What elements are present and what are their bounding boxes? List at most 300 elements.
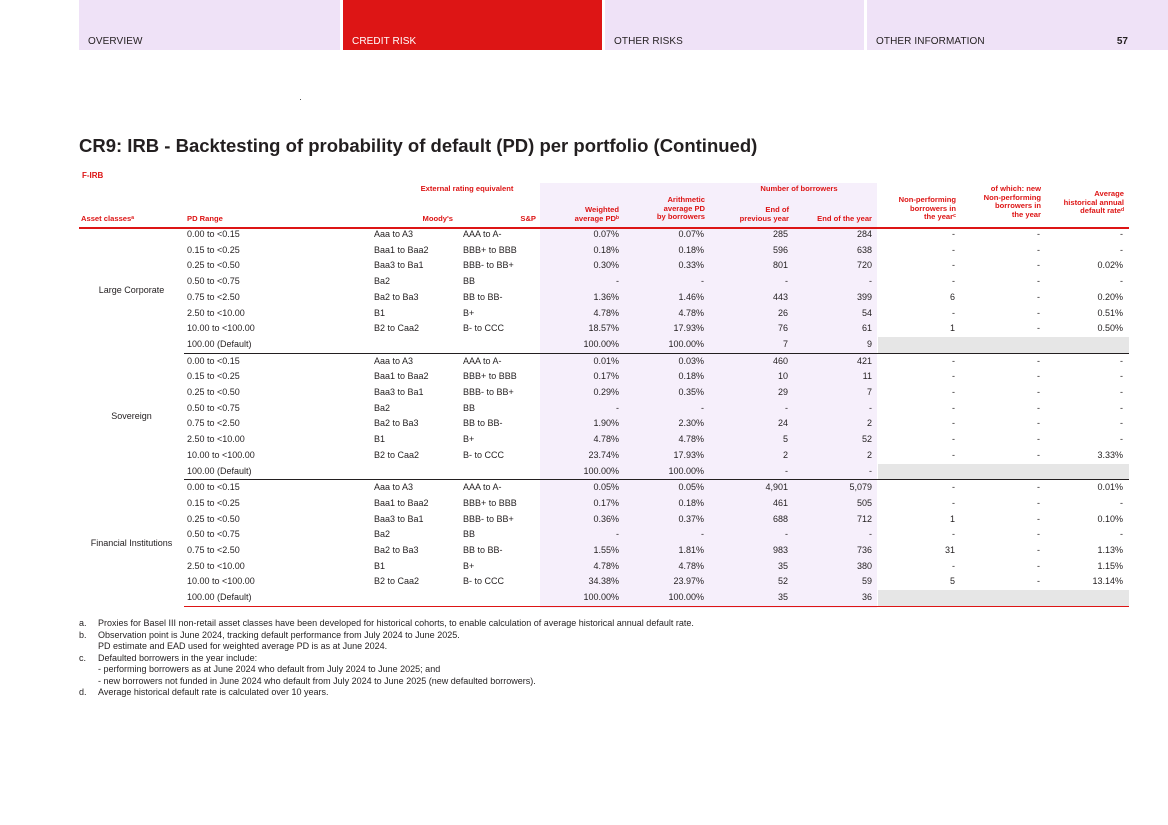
tab-credit-risk-label: CREDIT RISK: [352, 36, 417, 47]
header-new-l4: the year: [1011, 209, 1041, 219]
avg-cell: -: [1120, 387, 1123, 398]
footnote-label: c.: [79, 652, 87, 663]
prev-cell: 285: [772, 229, 788, 239]
pd-range-cell: 0.00 to <0.15: [187, 229, 240, 239]
apd-cell: 17.93%: [673, 449, 704, 460]
avg-cell: -: [1120, 497, 1123, 508]
end-cell: 7: [866, 387, 872, 398]
prev-cell: 35: [777, 560, 788, 571]
wapd-cell: 0.36%: [593, 513, 619, 524]
new-cell: -: [1037, 418, 1040, 429]
wapd-cell: 0.29%: [593, 387, 619, 398]
apd-cell: -: [701, 276, 704, 287]
sp-cell: BB: [463, 529, 476, 540]
header-rule: [79, 227, 1129, 229]
end-cell: 61: [861, 323, 872, 334]
end-cell: 52: [861, 434, 872, 445]
avg-cell: 0.50%: [1097, 323, 1123, 334]
header-npb-l1: Non-performing: [898, 195, 956, 204]
apd-cell: 2.30%: [678, 418, 704, 429]
pd-range-cell: 0.25 to <0.50: [187, 513, 240, 524]
footnote-line: Proxies for Basel III non-retail asset classes have been developed for historical cohorts, to enable calculation of average historical annual default rate.: [98, 618, 694, 628]
page-title: CR9: IRB - Backtesting of probability of default (PD) per portfolio (Continued): [79, 135, 758, 156]
moodys-cell: Ba2 to Ba3: [374, 291, 419, 302]
sp-cell: [460, 590, 540, 606]
apd-cell: 100.00%: [625, 590, 710, 606]
prev-cell: 688: [772, 513, 788, 524]
npb-cell: -: [952, 434, 955, 445]
wapd-cell: 0.17%: [593, 371, 619, 382]
prev-cell: 596: [772, 244, 788, 255]
sp-cell: B- to CCC: [463, 576, 505, 587]
end-cell: -: [869, 529, 872, 540]
new-cell: -: [1037, 276, 1040, 287]
table-subtitle: F-IRB: [82, 171, 104, 180]
apd-cell: 1.46%: [678, 291, 704, 302]
apd-cell: 4.78%: [678, 434, 704, 445]
sp-cell: [460, 464, 540, 480]
wapd-cell: 0.07%: [593, 229, 619, 239]
moodys-cell: Aaa to A3: [374, 355, 414, 366]
moodys-cell: Baa1 to Baa2: [374, 371, 429, 382]
footnote: [79, 618, 694, 630]
avg-cell: 0.02%: [1097, 260, 1123, 271]
table-row: [79, 337, 1129, 353]
footnotes: [79, 618, 694, 699]
prev-cell: 24: [777, 418, 788, 429]
moodys-cell: Ba2 to Ba3: [374, 418, 419, 429]
avg-cell: -: [1120, 355, 1123, 366]
moodys-cell: B1: [374, 560, 386, 571]
wapd-cell: 0.30%: [593, 260, 619, 271]
wapd-cell: 0.05%: [593, 482, 619, 493]
moodys-cell: Baa1 to Baa2: [374, 497, 429, 508]
apd-cell: 0.35%: [678, 387, 704, 398]
avg-cell: [1046, 590, 1129, 606]
header-arith-pd: [624, 196, 705, 222]
prev-cell: -: [785, 402, 788, 413]
pd-range-cell: 2.50 to <10.00: [187, 307, 245, 318]
footnote-text: [98, 653, 536, 688]
footnote-line: - performing borrowers as at June 2024 who default from July 2024 to June 2025; and: [98, 664, 441, 674]
pd-range-cell: 0.75 to <2.50: [187, 418, 240, 429]
npb-cell: -: [952, 371, 955, 382]
pd-range-cell: 0.25 to <0.50: [187, 387, 240, 398]
avg-cell: 1.13%: [1097, 545, 1123, 556]
moodys-cell: Baa3 to Ba1: [374, 387, 424, 398]
header-end-prev-l2: previous year: [739, 213, 789, 223]
new-cell: [961, 337, 1046, 353]
apd-cell: 1.81%: [678, 545, 704, 556]
npb-cell: 6: [949, 291, 955, 302]
moodys-cell: B2 to Caa2: [374, 576, 420, 587]
table-row: [79, 512, 1129, 528]
footnote: [79, 630, 694, 653]
avg-cell: -: [1120, 276, 1123, 287]
pd-range-cell: 10.00 to <100.00: [187, 449, 255, 460]
new-cell: -: [1037, 402, 1040, 413]
end-cell: 9: [794, 337, 878, 353]
avg-cell: 0.01%: [1097, 482, 1123, 493]
header-asset-classes: Asset classesᵃ: [81, 214, 135, 223]
footnote-text: [98, 618, 694, 630]
sp-cell: B+: [463, 434, 475, 445]
npb-cell: -: [952, 449, 955, 460]
new-cell: -: [1037, 545, 1040, 556]
end-cell: 720: [856, 260, 872, 271]
wapd-cell: 34.38%: [588, 576, 619, 587]
prev-cell: 10: [777, 371, 788, 382]
header-pd-range: PD Range: [187, 214, 223, 223]
wapd-cell: -: [616, 402, 619, 413]
tab-other-risks[interactable]: [605, 0, 864, 50]
table-row: [79, 590, 1129, 606]
sp-cell: B+: [463, 560, 475, 571]
end-cell: 54: [861, 307, 872, 318]
sp-cell: B- to CCC: [463, 323, 505, 334]
new-cell: -: [1037, 244, 1040, 255]
moodys-cell: Baa3 to Ba1: [374, 513, 424, 524]
pd-range-cell: 2.50 to <10.00: [187, 560, 245, 571]
wapd-cell: 0.18%: [593, 244, 619, 255]
prev-cell: 801: [772, 260, 788, 271]
header-weighted-l1: Weighted: [584, 205, 619, 214]
pd-range-cell: 0.00 to <0.15: [187, 482, 240, 493]
apd-cell: 23.97%: [673, 576, 704, 587]
avg-cell: 0.10%: [1097, 513, 1123, 524]
moodys-cell: B2 to Caa2: [374, 449, 420, 460]
table-row: [79, 385, 1129, 401]
avg-cell: [1046, 464, 1129, 480]
new-cell: -: [1037, 497, 1040, 508]
pd-range-cell: 0.00 to <0.15: [187, 355, 240, 366]
apd-cell: 17.93%: [673, 323, 704, 334]
pd-range-cell: 100.00 (Default): [184, 590, 374, 606]
avg-cell: -: [1120, 229, 1123, 239]
npb-cell: -: [952, 244, 955, 255]
apd-cell: 0.05%: [678, 482, 704, 493]
moodys-cell: Baa3 to Ba1: [374, 260, 424, 271]
table-row: [79, 527, 1129, 543]
sp-cell: BBB- to BB+: [463, 513, 514, 524]
wapd-cell: -: [616, 529, 619, 540]
moodys-cell: B1: [374, 434, 386, 445]
pd-range-cell: 0.15 to <0.25: [187, 244, 240, 255]
new-cell: -: [1037, 513, 1040, 524]
avg-cell: -: [1120, 402, 1123, 413]
new-cell: -: [1037, 387, 1040, 398]
wapd-cell: 23.74%: [588, 449, 619, 460]
end-cell: 505: [856, 497, 872, 508]
tab-other-information[interactable]: [867, 0, 1168, 50]
avg-cell: -: [1120, 371, 1123, 382]
sp-cell: BBB- to BB+: [463, 387, 514, 398]
avg-cell: 3.33%: [1097, 449, 1123, 460]
table-row: [79, 369, 1129, 385]
end-cell: 399: [856, 291, 872, 302]
end-cell: 2: [866, 418, 872, 429]
wapd-cell: 1.55%: [593, 545, 619, 556]
prev-cell: 26: [777, 307, 788, 318]
npb-cell: -: [952, 529, 955, 540]
table-row: [79, 401, 1129, 417]
sp-cell: BB to BB-: [463, 291, 503, 302]
end-cell: 284: [856, 229, 872, 239]
new-cell: -: [1037, 449, 1040, 460]
table-row: [79, 448, 1129, 464]
moodys-cell: Baa1 to Baa2: [374, 244, 429, 255]
avg-cell: -: [1120, 244, 1123, 255]
header-new-l3: borrowers in: [995, 201, 1041, 210]
apd-cell: 4.78%: [678, 560, 704, 571]
footnote-line: Average historical default rate is calculated over 10 years.: [98, 687, 329, 697]
apd-cell: 0.03%: [678, 355, 704, 366]
avg-cell: 13.14%: [1092, 576, 1123, 587]
wapd-cell: 1.90%: [593, 418, 619, 429]
table-row: [79, 574, 1129, 590]
table-row: [79, 290, 1129, 306]
sp-cell: BB to BB-: [463, 545, 503, 556]
moodys-cell: Aaa to A3: [374, 229, 414, 239]
header-arith-l2: average PD: [663, 203, 705, 213]
wapd-cell: 4.78%: [593, 307, 619, 318]
prev-cell: -: [785, 276, 788, 287]
pd-range-cell: 0.50 to <0.75: [187, 402, 240, 413]
header-new-npb: [959, 185, 1041, 219]
backtesting-table: [79, 183, 1129, 607]
footnote: [79, 687, 694, 699]
pd-range-cell: 0.50 to <0.75: [187, 276, 240, 287]
sp-cell: AAA to A-: [463, 355, 502, 366]
table-row: [79, 321, 1129, 337]
wapd-cell: 4.78%: [593, 560, 619, 571]
page-number: 57: [1116, 36, 1128, 47]
new-cell: -: [1037, 229, 1040, 239]
data-table: [79, 227, 1129, 607]
sp-cell: [460, 337, 540, 353]
header-arith-l3: by borrowers: [656, 212, 705, 221]
asset-class-cell: Financial Institutions: [90, 537, 173, 548]
npb-cell: -: [952, 560, 955, 571]
sp-cell: AAA to A-: [463, 229, 502, 239]
tab-other-information-label: OTHER INFORMATION: [876, 36, 985, 47]
table-header: [79, 183, 1129, 227]
pd-range-cell: 2.50 to <10.00: [187, 434, 245, 445]
moodys-cell: [374, 464, 460, 480]
pd-range-cell: 0.50 to <0.75: [187, 529, 240, 540]
prev-cell: 76: [777, 323, 788, 334]
sp-cell: BBB+ to BBB: [463, 371, 517, 382]
sp-cell: BB: [463, 402, 476, 413]
footnote-text: [98, 687, 328, 699]
wapd-cell: 18.57%: [588, 323, 619, 334]
section-nav: [79, 0, 1168, 50]
asset-class-cell: Large Corporate: [98, 284, 165, 295]
end-cell: -: [794, 464, 878, 480]
moodys-cell: B1: [374, 307, 386, 318]
sp-cell: BBB+ to BBB: [463, 497, 517, 508]
table-row: [79, 464, 1129, 480]
prev-cell: 52: [777, 576, 788, 587]
group-financial-institutions: [79, 480, 1129, 607]
prev-cell: 7: [710, 337, 794, 353]
table-row: [79, 306, 1129, 322]
wapd-cell: 0.01%: [593, 355, 619, 366]
sp-cell: BBB+ to BBB: [463, 244, 517, 255]
prev-cell: 2: [782, 449, 788, 460]
avg-cell: 0.51%: [1097, 307, 1123, 318]
npb-cell: [878, 464, 961, 480]
end-cell: 638: [856, 244, 872, 255]
new-cell: [961, 590, 1046, 606]
new-cell: -: [1037, 482, 1040, 493]
tab-overview-label: OVERVIEW: [88, 36, 143, 47]
npb-cell: -: [952, 355, 955, 366]
prev-cell: 29: [777, 387, 788, 398]
sp-cell: BB: [463, 276, 476, 287]
apd-cell: 0.18%: [678, 497, 704, 508]
footnote-label: b.: [79, 629, 87, 640]
avg-cell: 0.20%: [1097, 291, 1123, 302]
npb-cell: -: [952, 387, 955, 398]
table-row: [79, 227, 1129, 243]
header-avg-l3: default rateᵈ: [1080, 206, 1124, 215]
header-npb: [877, 196, 956, 222]
apd-cell: -: [701, 529, 704, 540]
wapd-cell: 100.00%: [540, 590, 625, 606]
table-row: [79, 432, 1129, 448]
end-cell: 11: [862, 371, 872, 382]
table-row: [79, 353, 1129, 369]
new-cell: -: [1037, 529, 1040, 540]
header-moodys: Moody's: [422, 214, 453, 223]
new-cell: -: [1037, 371, 1040, 382]
pd-range-cell: 0.15 to <0.25: [187, 371, 240, 382]
pd-range-cell: 10.00 to <100.00: [187, 323, 255, 334]
moodys-cell: B2 to Caa2: [374, 323, 420, 334]
pd-range-cell: 100.00 (Default): [184, 337, 374, 353]
tab-credit-risk[interactable]: [343, 0, 602, 50]
footnote-label: a.: [79, 618, 87, 628]
npb-cell: 1: [949, 323, 955, 334]
moodys-cell: Ba2 to Ba3: [374, 545, 419, 556]
prev-cell: -: [785, 529, 788, 540]
npb-cell: -: [952, 482, 955, 493]
header-weighted-pd: [541, 206, 619, 223]
end-cell: 736: [856, 545, 872, 556]
sp-cell: BB to BB-: [463, 418, 503, 429]
moodys-cell: [374, 590, 460, 606]
end-cell: -: [869, 402, 872, 413]
table-row: [79, 496, 1129, 512]
npb-cell: 5: [949, 576, 955, 587]
asset-class-cell: Sovereign: [111, 410, 152, 421]
header-avg-l1: Average: [1094, 189, 1124, 198]
pd-range-cell: 0.75 to <2.50: [187, 291, 240, 302]
moodys-cell: Aaa to A3: [374, 482, 414, 493]
apd-cell: 0.18%: [678, 371, 704, 382]
npb-cell: -: [952, 497, 955, 508]
tab-other-risks-label: OTHER RISKS: [614, 36, 683, 47]
wapd-cell: 4.78%: [593, 434, 619, 445]
pd-range-cell: 0.15 to <0.25: [187, 497, 240, 508]
npb-cell: 31: [944, 545, 955, 556]
footnote-label: d.: [79, 687, 87, 697]
prev-cell: 983: [772, 545, 788, 556]
sp-cell: B- to CCC: [463, 449, 505, 460]
apd-cell: -: [701, 402, 704, 413]
apd-cell: 0.18%: [678, 244, 704, 255]
end-cell: 36: [794, 590, 878, 606]
end-cell: 5,079: [849, 482, 872, 493]
footnote-text: [98, 630, 460, 653]
table-row: [79, 543, 1129, 559]
apd-cell: 100.00%: [625, 464, 710, 480]
header-new-l2: Non-performing: [983, 192, 1041, 202]
header-num-borrowers: Number of borrowers: [760, 184, 838, 193]
group-sovereign: [79, 353, 1129, 480]
header-end-prev-l1: End of: [765, 205, 789, 214]
header-new-l1: of which: new: [990, 184, 1041, 193]
new-cell: -: [1037, 260, 1040, 271]
new-cell: -: [1037, 323, 1040, 334]
end-cell: 712: [856, 513, 872, 524]
pd-range-cell: 100.00 (Default): [184, 464, 374, 480]
header-arith-l1: Arithmetic: [667, 195, 705, 204]
apd-cell: 0.37%: [678, 513, 704, 524]
pd-range-cell: 0.75 to <2.50: [187, 545, 240, 556]
npb-cell: [878, 337, 961, 353]
new-cell: -: [1037, 291, 1040, 302]
header-end-year: End of the year: [817, 214, 872, 223]
header-npb-l3: the yearᶜ: [923, 212, 956, 221]
moodys-cell: [374, 337, 460, 353]
prev-cell: 461: [772, 497, 788, 508]
footnote-line: PD estimate and EAD used for weighted average PD is as at June 2024.: [98, 641, 388, 651]
avg-cell: -: [1120, 529, 1123, 540]
tab-overview[interactable]: [79, 0, 340, 50]
apd-cell: 100.00%: [625, 337, 710, 353]
footnote-line: Observation point is June 2024, tracking default performance from July 2024 to June 2025.: [98, 629, 460, 640]
group-large-corporate: [79, 227, 1129, 353]
header-npb-l2: borrowers in: [910, 203, 956, 213]
avg-cell: -: [1120, 434, 1123, 445]
new-cell: -: [1037, 576, 1040, 587]
npb-cell: -: [952, 229, 955, 239]
stray-dot: [300, 99, 301, 100]
avg-cell: 1.15%: [1097, 560, 1123, 571]
table-row: [79, 258, 1129, 274]
prev-cell: 443: [772, 291, 788, 302]
header-weighted-l2: average PDᵇ: [574, 213, 619, 223]
apd-cell: 0.33%: [678, 260, 704, 271]
npb-cell: -: [952, 276, 955, 287]
new-cell: [961, 464, 1046, 480]
table-row: [79, 416, 1129, 432]
wapd-cell: 0.17%: [593, 497, 619, 508]
table-row: [79, 243, 1129, 259]
avg-cell: -: [1120, 418, 1123, 429]
wapd-cell: -: [616, 276, 619, 287]
pd-range-cell: 0.25 to <0.50: [187, 260, 240, 271]
table-row: [79, 480, 1129, 496]
header-avg-l2: historical annual: [1063, 197, 1124, 207]
moodys-cell: Ba2: [374, 402, 391, 413]
header-sp: S&P: [520, 214, 536, 223]
moodys-cell: Ba2: [374, 529, 391, 540]
prev-cell: 5: [782, 434, 788, 445]
sp-cell: B+: [463, 307, 475, 318]
